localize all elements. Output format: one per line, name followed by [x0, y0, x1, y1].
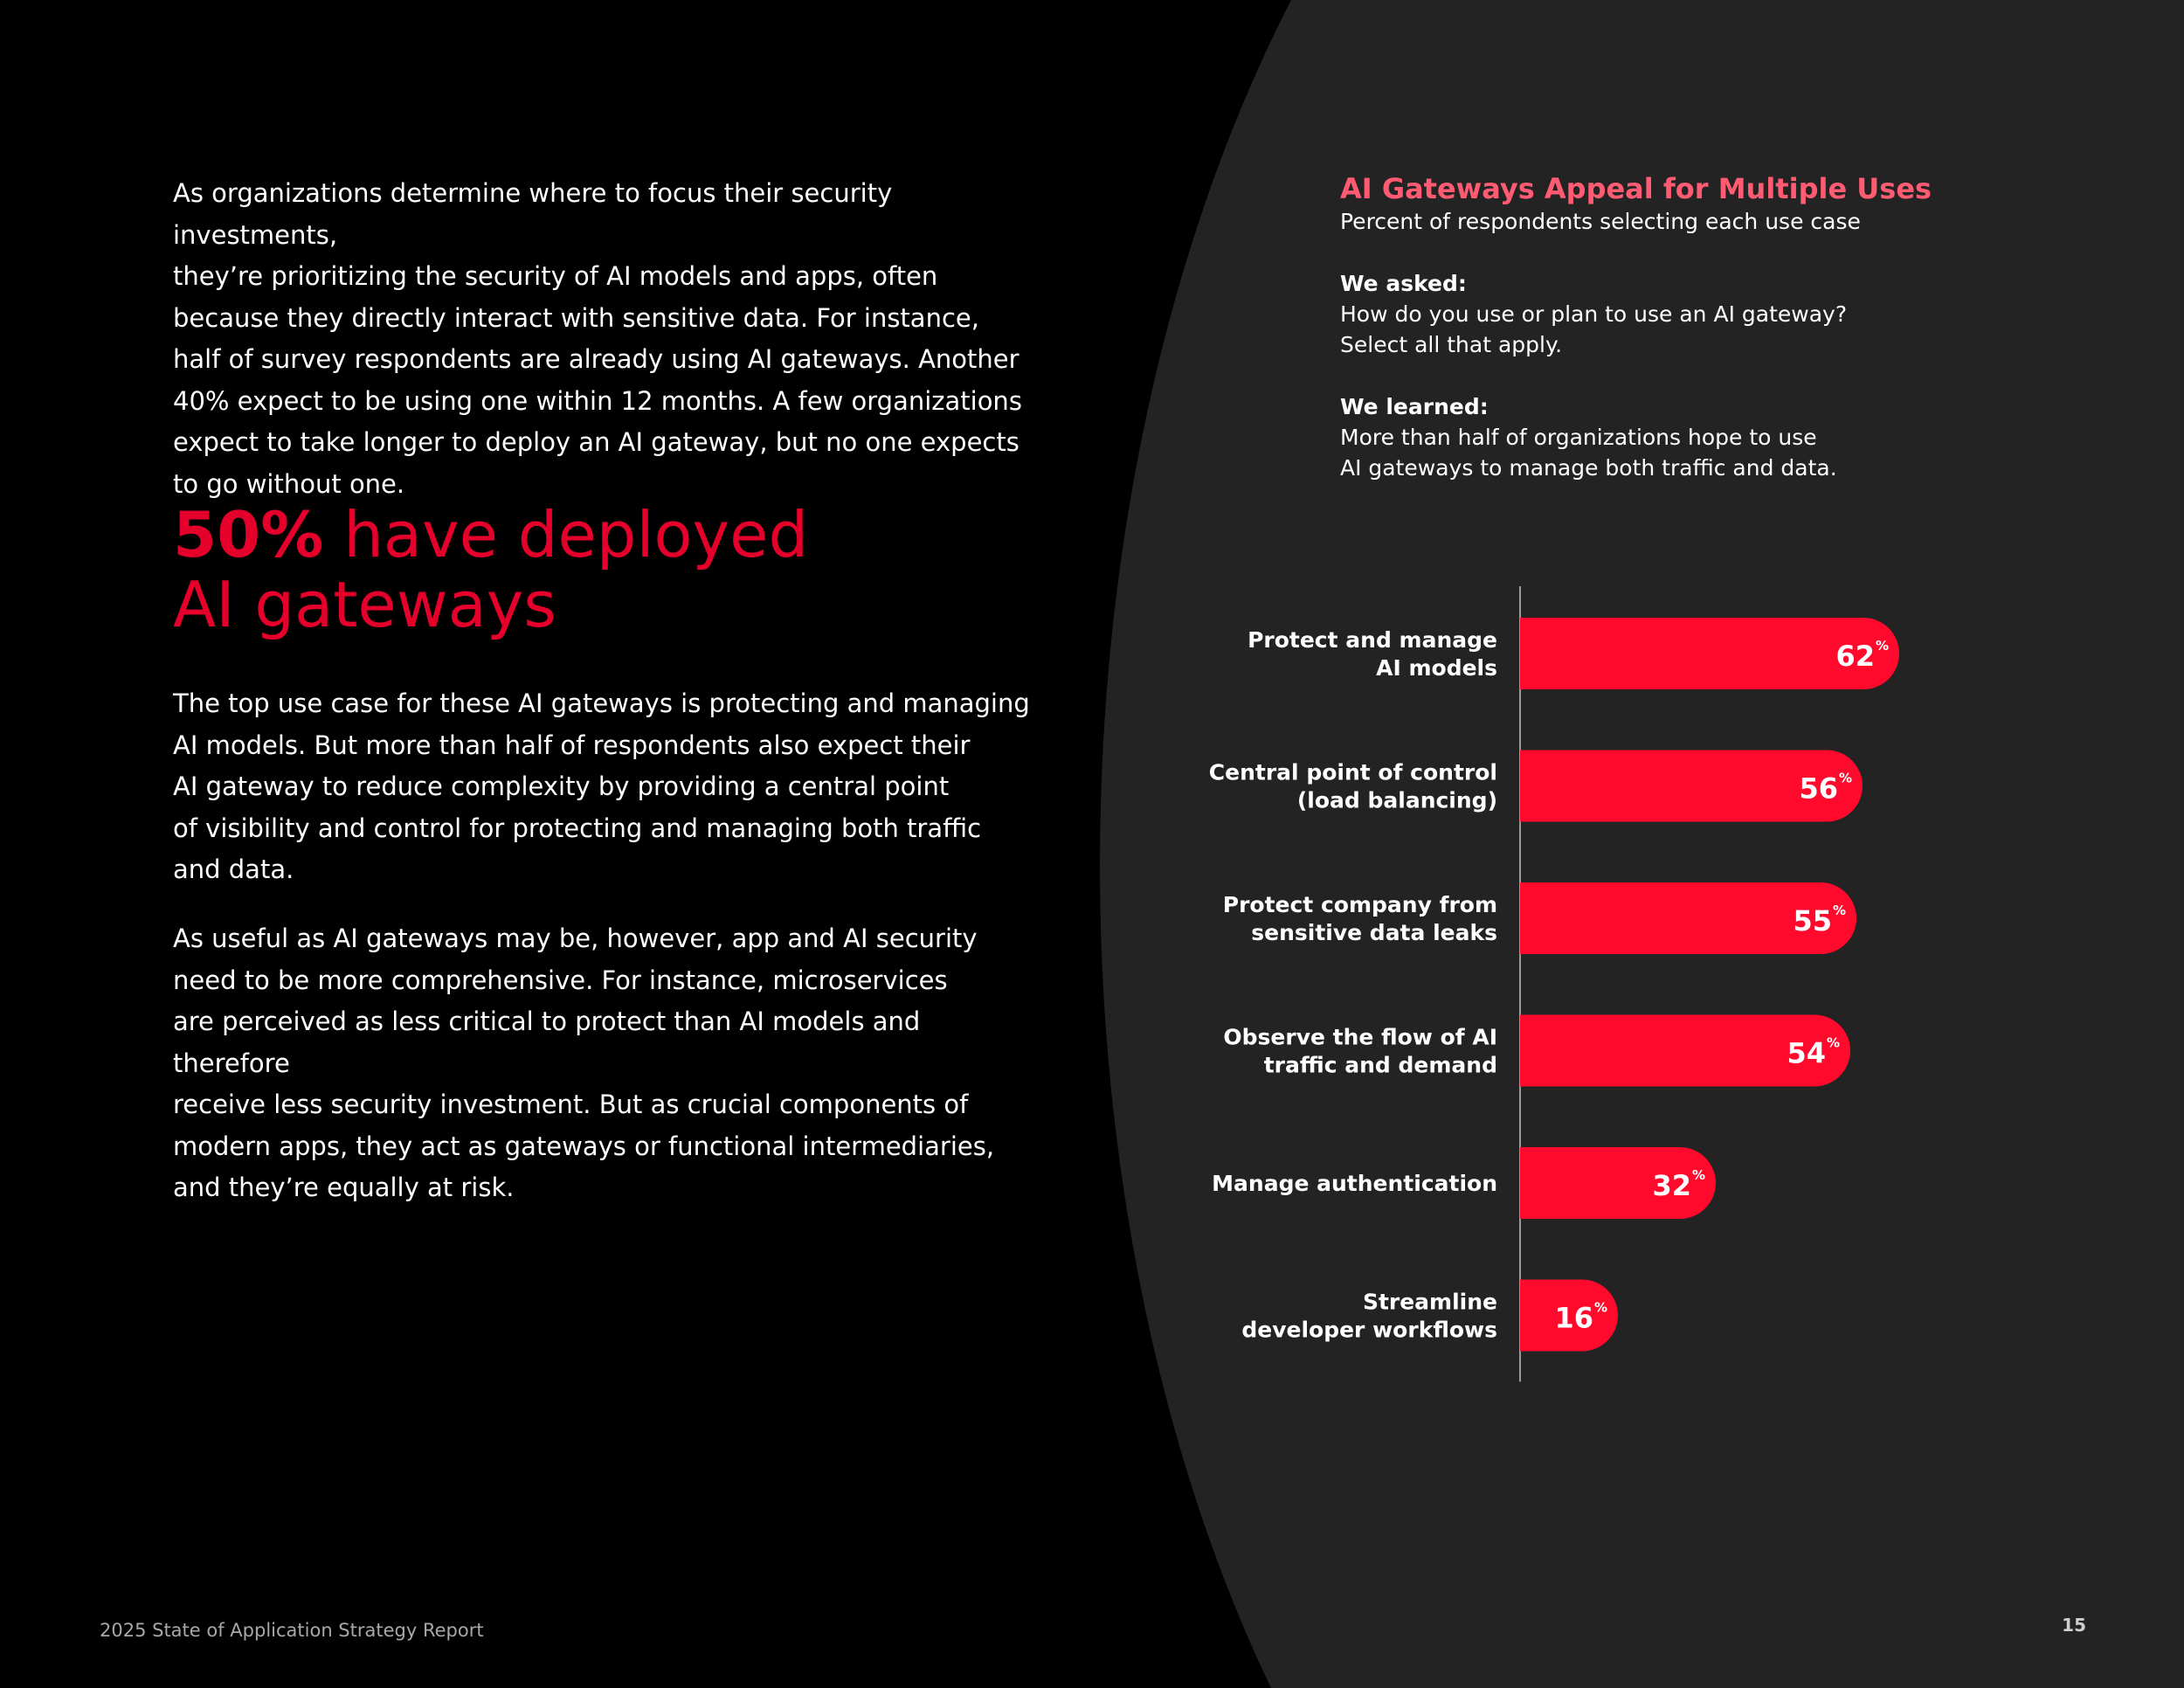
- asked-question-line: How do you use or plan to use an AI gateway?: [1340, 301, 1848, 327]
- text-line: they’re prioritizing the security of AI models and apps, often: [173, 261, 938, 291]
- text-line: and they’re equally at risk.: [173, 1173, 515, 1202]
- text-line: receive less security investment. But as crucial components of: [173, 1090, 969, 1119]
- text-line: AI models. But more than half of respondents also expect their: [173, 730, 971, 760]
- text-line: to go without one.: [173, 468, 405, 499]
- text-line: need to be more comprehensive. For instance, microservices: [173, 965, 948, 995]
- text-line: The top use case for these AI gateways is protecting and managing: [173, 688, 1030, 718]
- footer-report-title: 2025 State of Application Strategy Report: [100, 1620, 484, 1641]
- text-line: 40% expect to be using one within 12 months. A few organizations: [173, 385, 1022, 416]
- text-line: expect to take longer to deploy an AI gateway, but no one expects: [173, 427, 1019, 457]
- category-label: developer workflows: [1241, 1317, 1497, 1343]
- category-label: Protect and manage: [1248, 627, 1497, 653]
- value-unit: %: [1692, 1167, 1706, 1183]
- headline-stat: 50%: [173, 498, 324, 571]
- value-label: 55: [1793, 904, 1832, 937]
- value-label: 56: [1799, 771, 1838, 806]
- category-label: Manage authentication: [1212, 1171, 1497, 1196]
- category-label: Streamline: [1362, 1289, 1497, 1315]
- category-label: traffic and demand: [1263, 1052, 1497, 1078]
- learned-finding-line: AI gateways to manage both traffic and data.: [1340, 455, 1837, 481]
- category-label: AI models: [1376, 655, 1497, 681]
- category-label: Protect company from: [1222, 892, 1497, 917]
- category-label: Observe the flow of AI: [1223, 1024, 1497, 1050]
- headline-text: have deployed: [323, 498, 809, 571]
- value-unit: %: [1827, 1034, 1841, 1051]
- value-unit: %: [1833, 903, 1847, 918]
- category-label: Central point of control: [1208, 759, 1497, 785]
- text-line: half of survey respondents are already using AI gateways. Another: [173, 344, 1019, 374]
- value-label: 62: [1835, 640, 1875, 673]
- asked-question-line: Select all that apply.: [1340, 332, 1563, 357]
- learned-label: We learned:: [1340, 394, 1489, 419]
- value-label: 32: [1652, 1169, 1691, 1202]
- chart-subtitle: Percent of respondents selecting each use case: [1340, 209, 1861, 234]
- text-line: of visibility and control for protecting and managing both traffic: [173, 813, 982, 843]
- text-line: are perceived as less critical to protect than AI models and therefore: [173, 1007, 921, 1078]
- page-number: 15: [2062, 1615, 2086, 1636]
- text-line: modern apps, they act as gateways or functional intermediaries,: [173, 1131, 995, 1161]
- category-label: sensitive data leaks: [1251, 920, 1497, 945]
- text-line: and data.: [173, 854, 294, 884]
- value-label: 16: [1554, 1301, 1593, 1335]
- learned-finding-line: More than half of organizations hope to use: [1340, 425, 1817, 450]
- value-unit: %: [1839, 770, 1853, 786]
- headline-line-2: AI gateways: [173, 568, 556, 641]
- value-label: 54: [1787, 1036, 1826, 1070]
- text-line: because they directly interact with sensitive data. For instance,: [173, 302, 979, 333]
- text-line: As organizations determine where to focus their security investments,: [173, 178, 893, 250]
- chart-title: AI Gateways Appeal for Multiple Uses: [1340, 172, 1932, 205]
- value-unit: %: [1876, 638, 1890, 654]
- asked-label: We asked:: [1340, 271, 1467, 296]
- value-unit: %: [1594, 1299, 1608, 1316]
- category-label: (load balancing): [1296, 787, 1497, 813]
- text-line: AI gateway to reduce complexity by providing a central point: [173, 771, 950, 801]
- text-line: As useful as AI gateways may be, however, app and AI security: [173, 924, 978, 953]
